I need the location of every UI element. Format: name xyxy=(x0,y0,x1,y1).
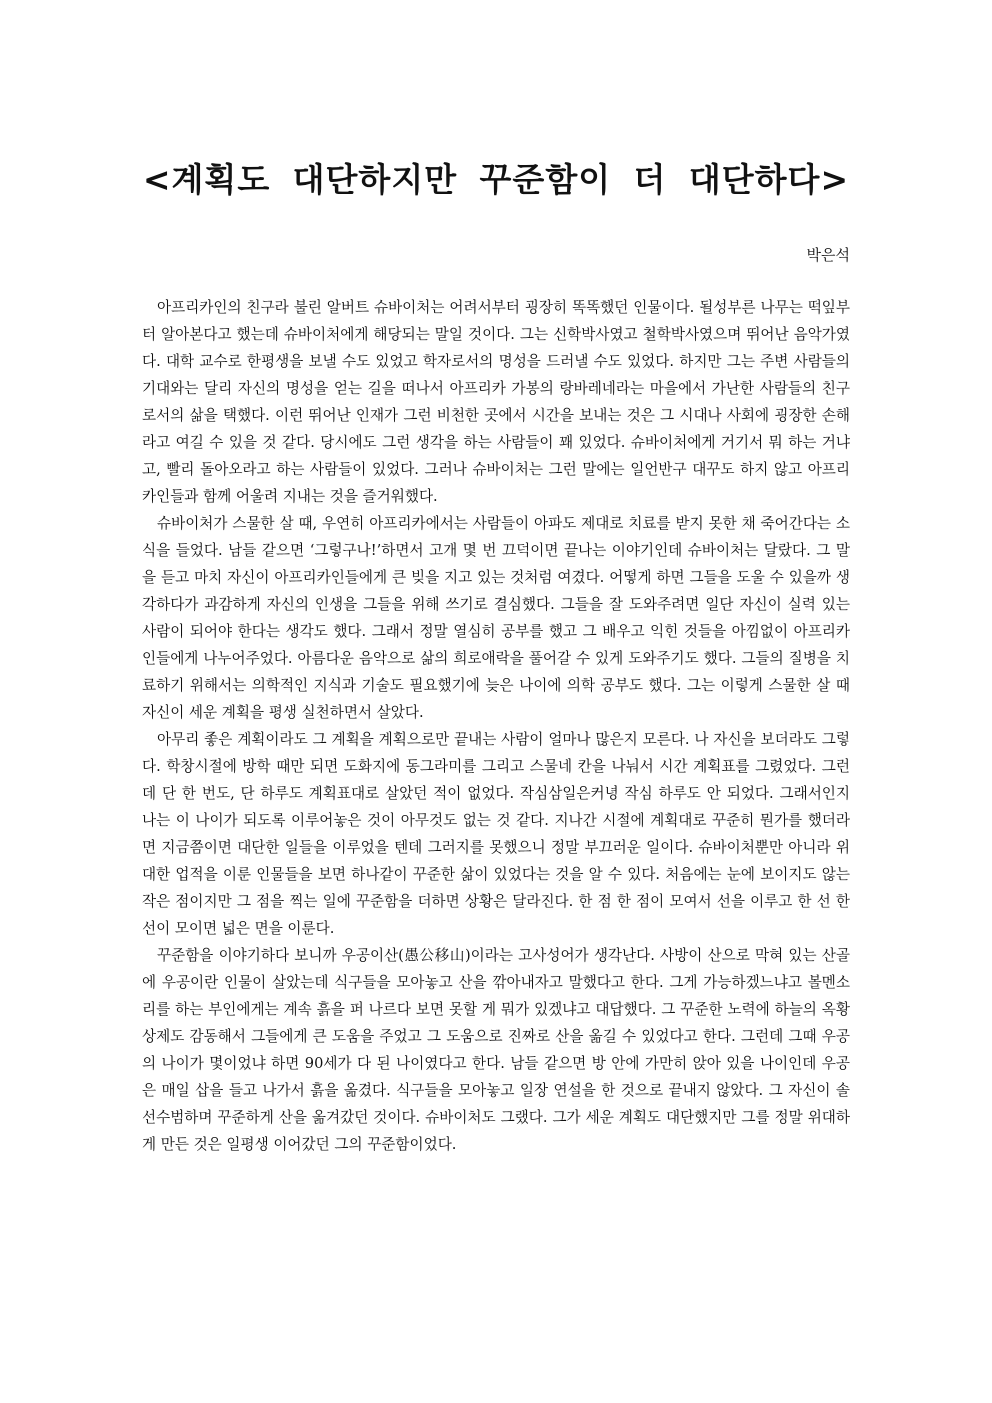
document-page xyxy=(142,0,850,1403)
paragraph-3: 아무리 좋은 계획이라도 그 계획을 계획으로만 끝내는 사람이 얼마나 많은지 모른다. 나 자신을 보더라도 그렇다. 학창시절에 방학 때만 되면 도화지에 동그라미를 그리고 스물네 칸을 나눠서 시간 계획표를 그렸었다. 그런데 단 한 번도, 단 하루도 계획표대로 살았던 적이 없었다. 작심삼일은커녕 작심 하루도 안 되었다. 그래서인지 나는 이 나이가 되도록 이루어놓은 것이 아무것도 없는 것 같다. 지나간 시절에 계획대로 꾸준히 뭔가를 했더라면 지금쯤이면 대단한 일들을 이루었을 텐데 그러지를 못했으니 정말 부끄러운 일이다. 슈바이처뿐만 아니라 위대한 업적을 이룬 인물들을 보면 하나같이 꾸준한 삶이 있었다는 것을 알 수 있다. 처음에는 눈에 보이지도 않는 작은 점이지만 그 점을 찍는 일에 꾸준함을 더하면 상황은 달라진다. 한 점 한 점이 모여서 선을 이루고 한 선 한 선이 모이면 넓은 면을 이룬다. xyxy=(142,731,850,937)
paragraph-1: 아프리카인의 친구라 불린 알버트 슈바이처는 어려서부터 굉장히 똑똑했던 인물이다. 될성부른 나무는 떡잎부터 알아본다고 했는데 슈바이처에게 해당되는 말일 것이다. 그는 신학박사였고 철학박사였으며 뛰어난 음악가였다. 대학 교수로 한평생을 보낼 수도 있었고 학자로서의 명성을 드러낼 수도 있었다. 하지만 그는 주변 사람들의 기대와는 달리 자신의 명성을 얻는 길을 떠나서 아프리카 가봉의 랑바레네라는 마을에서 가난한 사람들의 친구로서의 삶을 택했다. 이런 뛰어난 인재가 그런 비천한 곳에서 시간을 보내는 것은 그 시대나 사회에 굉장한 손해라고 여길 수 있을 것 같다. 당시에도 그런 생각을 하는 사람들이 꽤 있었다. 슈바이처에게 거기서 뭐 하는 거냐고, 빨리 돌아오라고 하는 사람들이 있었다. 그러나 슈바이처는 그런 말에는 일언반구 대꾸도 하지 않고 아프리카인들과 함께 어울려 지내는 것을 즐거워했다. xyxy=(142,299,850,505)
document-title: <계획도 대단하지만 꾸준함이 더 대단하다> xyxy=(142,160,850,199)
author-name: 박은석 xyxy=(806,246,850,264)
essay-body xyxy=(142,294,850,1158)
paragraph-4: 꾸준함을 이야기하다 보니까 우공이산(愚公移山)이라는 고사성어가 생각난다. 사방이 산으로 막혀 있는 산골에 우공이란 인물이 살았는데 식구들을 모아놓고 산을 깎아내자고 말했다고 한다. 그게 가능하겠느냐고 볼멘소리를 하는 부인에게는 계속 흙을 퍼 나르다 보면 못할 게 뭐가 있겠냐고 대답했다. 그 꾸준한 노력에 하늘의 옥황상제도 감동해서 그들에게 큰 도움을 주었고 그 도움으로 진짜로 산을 옮길 수 있었다고 한다. 그런데 그때 우공의 나이가 몇이었냐 하면 90세가 다 된 나이였다고 한다. 남들 같으면 방 안에 가만히 앉아 있을 나이인데 우공은 매일 삽을 들고 나가서 흙을 옮겼다. 식구들을 모아놓고 일장 연설을 한 것으로 끝내지 않았다. 그 자신이 솔선수범하며 꾸준하게 산을 옮겨갔던 것이다. 슈바이처도 그랬다. 그가 세운 계획도 대단했지만 그를 정말 위대하게 만든 것은 일평생 이어갔던 그의 꾸준함이었다. xyxy=(142,947,850,1153)
paragraph-2: 슈바이처가 스물한 살 때, 우연히 아프리카에서는 사람들이 아파도 제대로 치료를 받지 못한 채 죽어간다는 소식을 들었다. 남들 같으면 ‘그렇구나!’하면서 고개 몇 번 끄덕이면 끝나는 이야기인데 슈바이처는 달랐다. 그 말을 듣고 마치 자신이 아프리카인들에게 큰 빚을 지고 있는 것처럼 여겼다. 어떻게 하면 그들을 도울 수 있을까 생각하다가 과감하게 자신의 인생을 그들을 위해 쓰기로 결심했다. 그들을 잘 도와주려면 일단 자신이 실력 있는 사람이 되어야 한다는 생각도 했다. 그래서 정말 열심히 공부를 했고 그 배우고 익힌 것들을 아낌없이 아프리카인들에게 나누어주었다. 아름다운 음악으로 삶의 희로애락을 풀어갈 수 있게 도와주기도 했다. 그들의 질병을 치료하기 위해서는 의학적인 지식과 기술도 필요했기에 늦은 나이에 의학 공부도 했다. 그는 이렇게 스물한 살 때 자신이 세운 계획을 평생 실천하면서 살았다. xyxy=(142,515,850,721)
